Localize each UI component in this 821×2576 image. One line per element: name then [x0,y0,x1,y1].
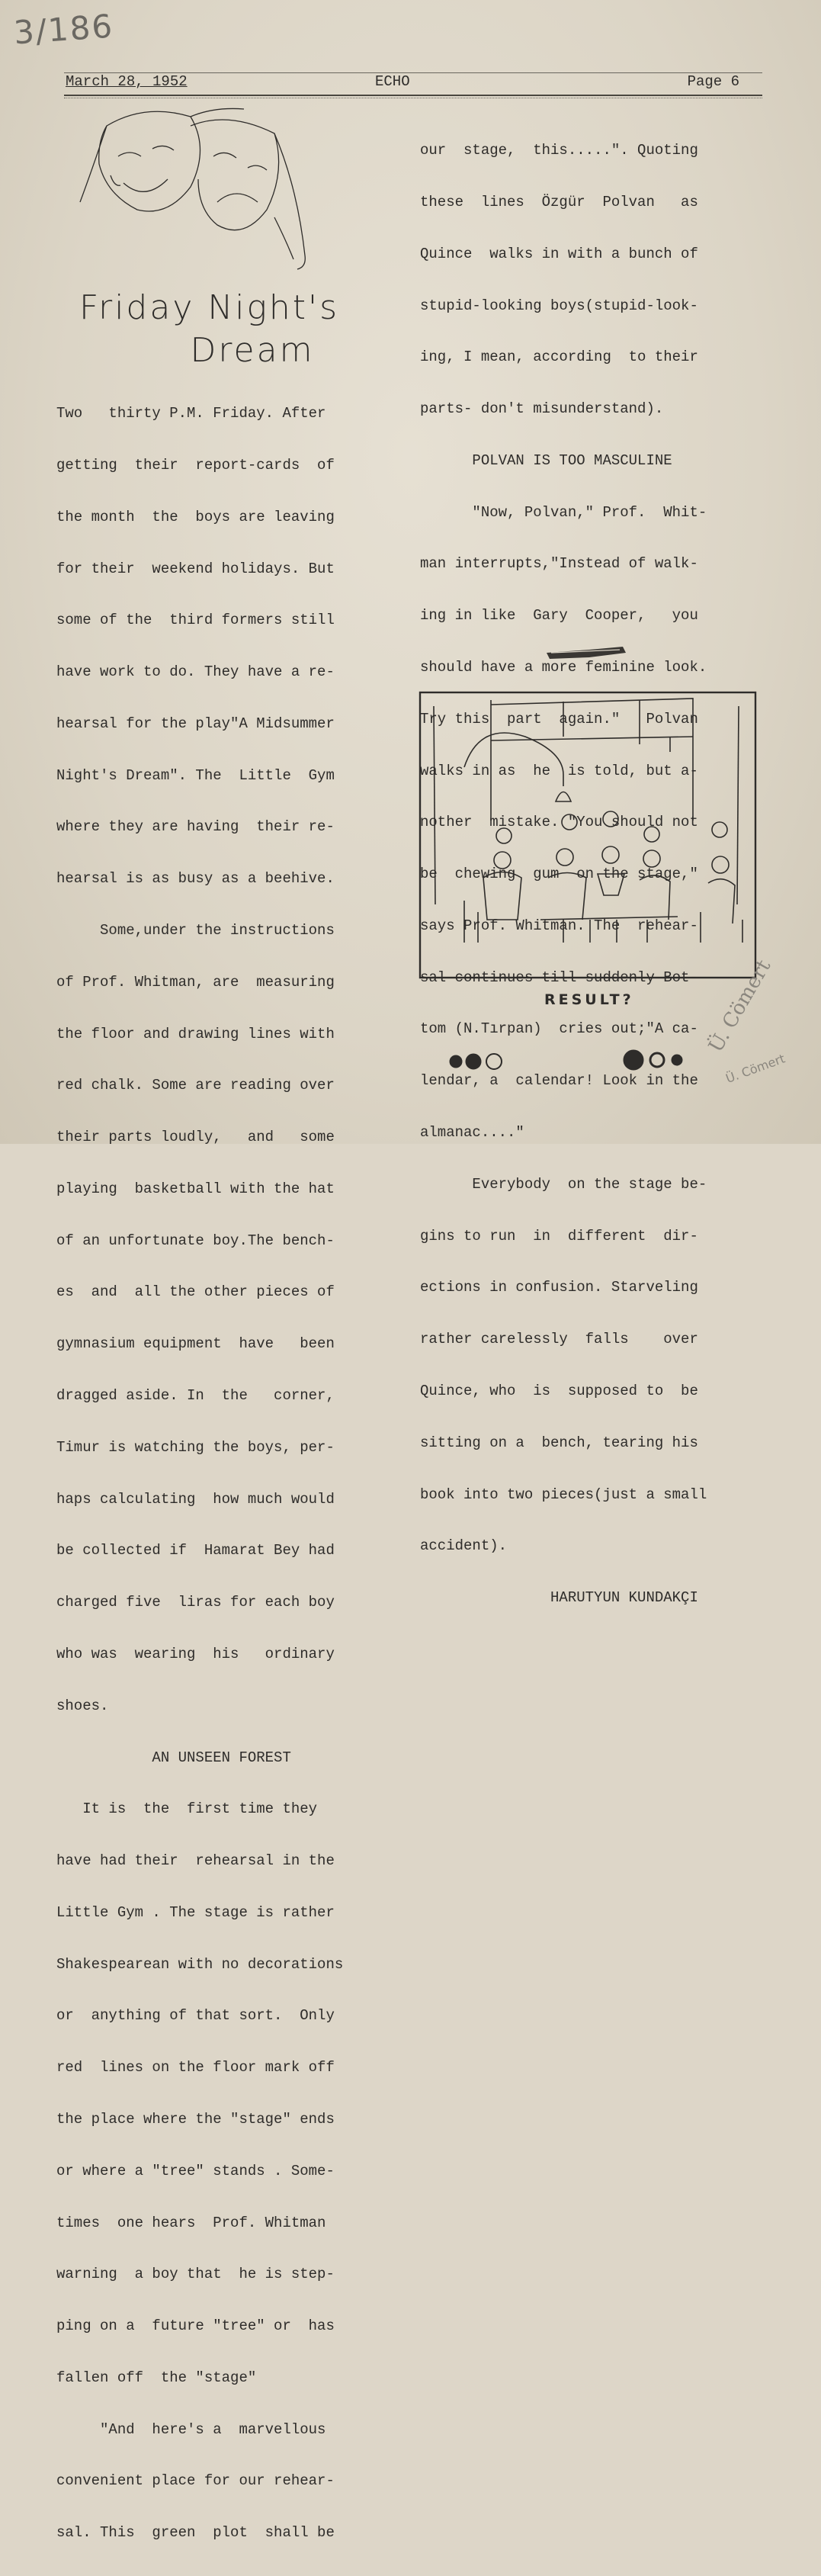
text-line: Quince walks in with a bunch of [420,245,698,262]
text-line: Try this part again." Polvan [420,710,698,728]
text-line: some of the third formers still [56,612,335,629]
text-line: gins to run in different dir- [420,1227,698,1245]
text-line: accident). [420,1537,508,1555]
text-line: or anything of that sort. Only [56,2007,335,2025]
text-line: Little Gym . The stage is rather [56,1903,335,1921]
ornament-divider-icon [544,642,629,665]
text-line: hearsal is as busy as a beehive. [56,870,335,888]
text-line: charged five liras for each boy [56,1594,335,1611]
text-line: the floor and drawing lines with [56,1025,335,1042]
registered-mark-icon [450,1054,502,1069]
text-line: or where a "tree" stands . Some- [56,2162,335,2179]
text-line: sitting on a bench, tearing his [420,1434,698,1451]
copyright-mark-icon [624,1050,682,1070]
svg-text:Ü. Cömert: Ü. Cömert [723,1051,787,1086]
text-line: "Now, Polvan," Prof. Whit- [420,503,707,521]
text-line: our stage, this.....". Quoting [420,142,698,159]
text-line: Quince, who is supposed to be [420,1382,698,1399]
text-line: man interrupts,"Instead of walk- [420,555,698,573]
page-header [66,70,761,93]
text-line: fallen off the "stage" [56,2369,257,2386]
text-line: their parts loudly, and some [56,1129,335,1146]
text-line: gymnasium equipment have been [56,1335,335,1353]
text-line: red lines on the floor mark off [56,2059,335,2077]
text-line: nother mistake. "You should not [420,814,698,831]
text-line: Timur is watching the boys, per- [56,1438,335,1456]
text-line: shoes. [56,1697,109,1714]
text-line: for their weekend holidays. But [56,560,335,577]
text-line: tom (N.Tırpan) cries out;"A ca- [420,1020,698,1038]
theatre-masks-illustration [76,103,320,278]
text-line: who was wearing his ordinary [56,1645,335,1662]
text-line: Everybody on the stage be- [420,1175,707,1193]
text-line: dragged aside. In the corner, [56,1387,335,1405]
text-line: Some,under the instructions [56,922,335,939]
text-line: convenient place for our rehear- [56,2472,335,2490]
text-line: of an unfortunate boy.The bench- [56,1232,335,1249]
text-line: be collected if Hamarat Bey had [56,1542,335,1559]
author-byline: HARUTYUN KUNDAKÇI [420,1589,698,1607]
text-line: parts- don't misunderstand). [420,400,664,418]
headline-line-1: Friday Night's [79,288,340,327]
text-line: It is the first time they [56,1800,318,1818]
subheading-too-masculine: POLVAN IS TOO MASCULINE [420,451,672,469]
text-line: lendar, a calendar! Look in the [420,1072,698,1090]
headline-line-2: Dream [190,331,315,370]
text-line: the place where the "stage" ends [56,2110,335,2128]
header-bottom-rule [64,95,762,96]
text-line: should have a more feminine look. [420,659,707,676]
text-line: walks in as he is told, but a- [420,762,698,779]
text-line: hearsal for the play"A Midsummer [56,715,335,732]
text-line: where they are having their re- [56,818,335,836]
text-line: ing, I mean, according to their [420,348,698,366]
text-line: getting their report-cards of [56,456,335,474]
text-line: Night's Dream". The Little Gym [56,766,335,784]
pencil-annotation: 3/186 [12,7,115,52]
text-line: almanac...." [420,1124,524,1142]
page-number: Page 6 [687,73,739,90]
text-line: "And here's a marvellous [56,2420,326,2438]
subheading-unseen-forest: AN UNSEEN FOREST [56,1749,291,1766]
text-line: Shakespearean with no decorations [56,1955,344,1973]
text-line: rather carelessly falls over [420,1331,698,1348]
text-line: ing in like Gary Cooper, you [420,607,698,625]
left-column [56,371,399,2576]
pencil-signature [701,956,816,1094]
text-line: red chalk. Some are reading over [56,1077,335,1094]
text-line: warning a boy that he is step- [56,2266,335,2283]
text-line: these lines Özgür Polvan as [420,193,698,210]
text-line: sal continues till suddenly Bot- [420,968,698,986]
text-line: have work to do. They have a re- [56,663,335,681]
text-line: es and all the other pieces of [56,1283,335,1301]
text-line: sal. This green plot shall be [56,2524,335,2542]
text-line: have had their rehearsal in the [56,1852,335,1870]
text-line: stupid-looking boys(stupid-look- [420,297,698,314]
article-headline [73,287,393,372]
text-line: book into two pieces(just a small [420,1486,707,1503]
publication-name: ECHO [375,73,410,90]
text-line: the month the boys are leaving [56,508,335,525]
text-line: be chewing gum on the stage," [420,866,698,883]
text-line: Two thirty P.M. Friday. After [56,405,326,422]
cartoon-caption: RESULT? [544,991,634,1008]
text-line: ections in confusion. Starveling [420,1279,698,1296]
text-line: haps calculating how much would [56,1490,335,1508]
text-line: playing basketball with the hat [56,1180,335,1197]
text-line: of Prof. Whitman, are measuring [56,973,335,991]
text-line: times one hears Prof. Whitman [56,2214,326,2231]
issue-date: March 28, 1952 [66,73,188,90]
text-line: ping on a future "tree" or has [56,2317,335,2335]
svg-text:Ü. Cömert: Ü. Cömert [704,956,776,1057]
copyright-marks [447,1046,721,1075]
rehearsal-cartoon [419,691,757,979]
text-line: says Prof. Whitman. The rehear- [420,917,698,934]
